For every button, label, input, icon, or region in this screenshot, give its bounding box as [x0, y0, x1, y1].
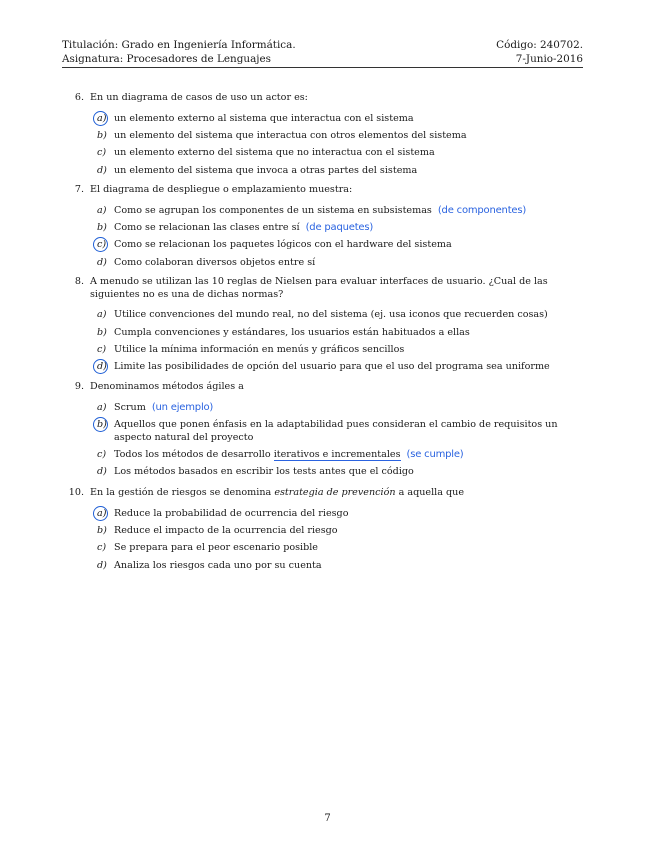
option-d: d) Analiza los riesgos cada uno por su cuenta	[97, 559, 322, 571]
option-b: b) un elemento del sistema que interactua con otros elementos del sistema	[97, 129, 467, 141]
option-b: b) Cumpla convenciones y estándares, los usuarios están habituados a ellas	[97, 326, 470, 338]
header-right	[496, 38, 583, 66]
option-d: d) Como colaboran diversos objetos entre sí	[97, 256, 316, 268]
option-c: c) Todos los métodos de desarrollo iterativos e incrementales (se cumple)	[97, 448, 464, 460]
option-c: c) Utilice la mínima información en menús y gráficos sencillos	[97, 343, 405, 355]
question-6	[62, 92, 582, 182]
option-d: d) Los métodos basados en escribir los tests antes que el código	[97, 466, 414, 478]
option-b: b) Como se relacionan las clases entre sí (de paquetes)	[97, 221, 374, 233]
question-number: 6.	[74, 92, 84, 103]
option-c: c) Como se relacionan los paquetes lógicos con el hardware del sistema	[114, 239, 582, 252]
option-a: a) Scrum (un ejemplo)	[97, 401, 214, 413]
option-a: a) Como se agrupan los componentes de un sistema en subsistemas (de componentes)	[97, 204, 527, 216]
option-b: b) Reduce el impacto de la ocurrencia del riesgo	[97, 524, 338, 536]
fecha: 7-Junio-2016	[515, 53, 583, 65]
question-stem: Denominamos métodos ágiles a	[90, 381, 244, 392]
question-8: 8. A menudo se utilizan las 10 reglas de Nielsen para evaluar interfaces de usuario. ¿Cual de las siguientes no es una de dichas normas? a) Utilice convenciones del mundo real, no del sistema (ej. usa iconos que recuerden cosas) b) Cumpla convenciones y estándares, los usuarios están habituados a ellas c) Utilice la mínima información en menús y gráficos sencillos d) Limite las posibilidades de opción del usuario para que el uso del programa sea uniforme	[62, 276, 582, 379]
option-a: a) Reduce la probabilidad de ocurrencia del riesgo	[114, 508, 582, 521]
handwritten-note: (se cumple)	[406, 448, 464, 460]
option-c: c) un elemento externo del sistema que no interactua con el sistema	[97, 147, 435, 159]
option-d: d) Limite las posibilidades de opción del usuario para que el uso del programa sea uniforme	[114, 361, 582, 374]
page-number: 7	[324, 813, 331, 824]
option-a: a) un elemento externo al sistema que interactua con el sistema	[114, 113, 582, 126]
handwritten-note: (de componentes)	[437, 204, 527, 216]
question-stem: El diagrama de despliegue o emplazamiento muestra:	[90, 184, 353, 195]
header-left	[62, 38, 296, 66]
option-d: d) un elemento del sistema que invoca a otras partes del sistema	[97, 164, 418, 176]
handwritten-note: (un ejemplo)	[151, 401, 214, 413]
question-stem: En un diagrama de casos de uso un actor es:	[90, 92, 308, 103]
header-rule	[62, 67, 583, 68]
question-10: 10. En la gestión de riesgos se denomina estrategia de prevención a aquella que a) Reduce la probabilidad de ocurrencia del riesgo b) Reduce el impacto de la ocurrencia del riesgo c) Se prepara para el peor escenario posible d) Analiza los riesgos cada uno por su cuenta	[62, 487, 582, 577]
handwritten-underline: iterativos e incrementales	[273, 448, 401, 460]
question-7: 7. El diagrama de despliegue o emplazamiento muestra: a) Como se agrupan los componentes de un sistema en subsistemas (de componentes) b) Como se relacionan las clases entre sí (de paquetes) c) Como se relacionan los paquetes lógicos con el hardware del sistema d) Como colaboran diversos objetos entre sí	[62, 184, 582, 274]
question-stem: A menudo se utilizan las 10 reglas de Nielsen para evaluar interfaces de usuario. ¿Cual de las siguientes no es una de dichas normas?	[90, 276, 548, 300]
option-a: a) Utilice convenciones del mundo real, no del sistema (ej. usa iconos que recuerden cosas)	[97, 309, 548, 321]
question-stem: En la gestión de riesgos se denomina estrategia de prevención a aquella que	[90, 487, 464, 498]
codigo: Código: 240702.	[496, 39, 583, 51]
question-9: 9. Denominamos métodos ágiles a a) Scrum (un ejemplo) b) Aquellos que ponen énfasis en la adaptabilidad pues consideran el cambio de requisitos un aspecto natural del proyecto c) Todos los métodos de desarrollo iterativos e incrementales (se cumple) d) Los métodos basados en escribir los tests antes que el código	[62, 381, 582, 484]
titulacion: Titulación: Grado en Ingeniería Informática.	[62, 39, 296, 51]
option-c: c) Se prepara para el peor escenario posible	[97, 542, 318, 554]
handwritten-note: (de paquetes)	[305, 221, 374, 233]
option-b: b) Aquellos que ponen énfasis en la adaptabilidad pues consideran el cambio de requisitos un aspecto natural del proyecto	[114, 419, 582, 444]
asignatura: Asignatura: Procesadores de Lenguajes	[62, 53, 271, 65]
